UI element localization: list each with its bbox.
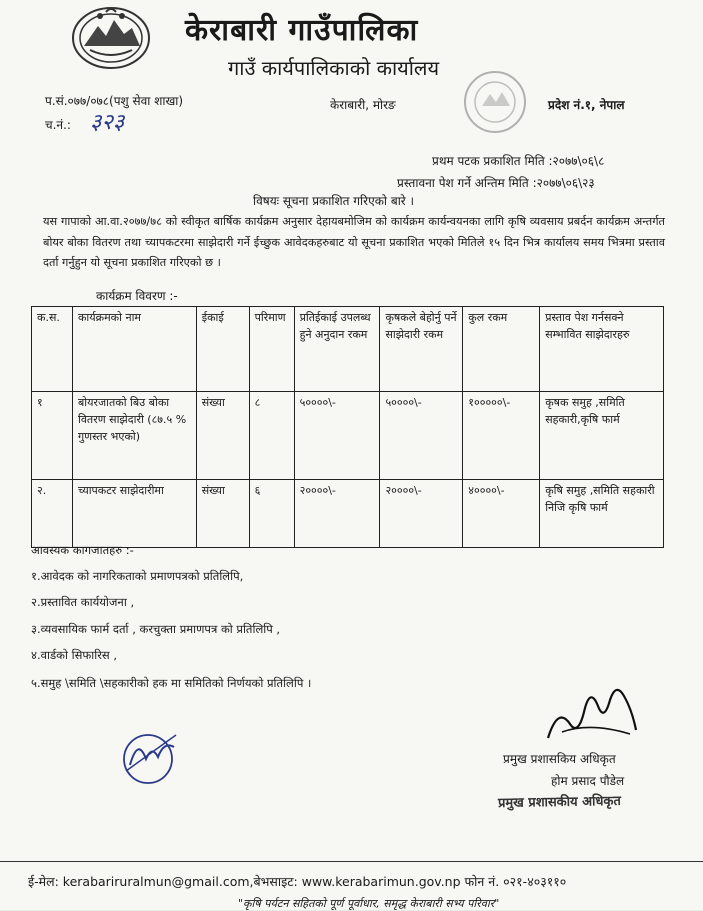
- cell-serial: १: [32, 392, 73, 480]
- cell-total-amount: १०००००\-: [463, 392, 540, 480]
- cell-total-amount: ४००००\-: [463, 480, 540, 548]
- header-quantity: परिमाण: [249, 307, 294, 392]
- dispatch-number: ३२३: [90, 110, 125, 135]
- cell-potential-partners: कृषक समुह ,समिति सहकारी,कृषि फार्म: [540, 392, 664, 480]
- first-published-date: प्रथम पटक प्रकाशित मिति :२०७७\०६\८: [432, 154, 605, 168]
- nepal-emblem-icon: [70, 4, 152, 70]
- signatory-name: होम प्रसाद पौडेल: [551, 774, 625, 788]
- header-unit: ईकाई: [196, 307, 249, 392]
- cell-farmer-share: २००००\-: [380, 480, 463, 548]
- office-subtitle: गाउँ कार्यपालिकाको कार्यालय: [228, 56, 440, 80]
- requirement-item: १.आवेदक को नागरिकताको प्रमाणपत्रको प्रतिलिपि,: [31, 569, 244, 583]
- cell-farmer-share: ५००००\-: [380, 392, 463, 480]
- dispatch-label: च.नं.:: [45, 118, 71, 132]
- cell-unit: संख्या: [196, 480, 249, 548]
- notice-body: यस गापाको आ.वा.२०७७/७८ को स्वीकृत बार्षिक कार्यक्रम अनुसार देहायबमोजिम को कार्यक्रम कार्यन्वयनका लागि कृषि व्यवसाय प्रबर्दन कार्यक्रम अन्तर्गत बोयर बोका वितरण तथा च्यापकटरमा साझेदारी गर्ने ईच्छुक आवेदकहरुबाट यो सूचना प्रकाशित भएको मितिले १५ दिन भित्र कार्यालय समय भित्रमा प्रस्ताव दर्ता गर्नुहुन यो सूचना प्रकाशित गरिएको छ ।: [43, 215, 665, 269]
- province-label: प्रदेश नं.१, नेपाल: [548, 98, 625, 112]
- header-potential-partners: प्रस्ताव पेश गर्नसक्ने सम्भावित साझेदारहरु: [540, 307, 664, 392]
- signatory-stamp-text: प्रमुख प्रशासकीय अधिकृत: [497, 793, 621, 812]
- office-location: केराबारी, मोरङ: [330, 98, 396, 112]
- office-title: केराबारी गाउँपालिका: [185, 13, 419, 48]
- cell-quantity: ६: [249, 480, 294, 548]
- footer-divider: [0, 861, 703, 862]
- requirement-item: ४.वार्डको सिफारिस ,: [31, 648, 117, 662]
- cell-program-name: बोयरजातको बिउ बोका वितरण साझेदारी (८७.५ % गुणस्तर भएको): [72, 392, 196, 480]
- footer-tagline: "कृषि पर्यटन सहितको पूर्ण पूर्वाधार, समृद्ध केराबारी सभ्य परिवार": [238, 897, 500, 910]
- header-grant-per-unit: प्रतिईकाई उपलब्ध हुने अनुदान रकम: [294, 307, 380, 392]
- requirements-title: आवस्यक कागजातहरु :-: [31, 543, 134, 557]
- cell-grant-per-unit: २००००\-: [294, 480, 380, 548]
- last-submission-date: प्रस्तावना पेश गर्ने अन्तिम मिति :२०७७\०६\२३: [397, 176, 595, 190]
- cell-program-name: च्यापकटर साझेदारीमा: [72, 480, 196, 548]
- requirement-item: ५.समुह \समिति \सहकारीको हक मा समितिको निर्णयको प्रतिलिपि ।: [31, 676, 312, 690]
- reference-number: प.सं.०७७/०७८(पशु सेवा शाखा): [45, 94, 184, 108]
- office-seal-stamp-icon: [460, 66, 530, 138]
- cell-serial: २.: [32, 480, 73, 548]
- header-total-amount: कुल रकम: [463, 307, 540, 392]
- cell-grant-per-unit: ५००००\-: [294, 392, 380, 480]
- requirement-item: ३.व्यवसायिक फार्म दर्ता , करचुक्ता प्रमाणपत्र को प्रतिलिपि ,: [31, 622, 281, 636]
- cell-quantity: ८: [249, 392, 294, 480]
- header-farmer-share: कृषकले बेहोर्नु पर्ने साझेदारी रकम: [380, 307, 463, 392]
- cell-unit: संख्या: [196, 392, 249, 480]
- signature-icon: [540, 676, 640, 746]
- subject-line: विषयः सूचना प्रकाशित गरिएको बारे ।: [253, 194, 415, 208]
- header-serial: क.स.: [32, 307, 73, 392]
- initials-stamp-icon: [118, 727, 182, 787]
- footer-contact: ई-मेल: kerabariruralmun@gmail.com,बेभसाइट: www.kerabarimun.gov.np फोन नं. ०२१-४०३११०: [28, 874, 567, 889]
- table-header-row: [32, 307, 664, 392]
- header-program-name: कार्यक्रमको नाम: [72, 307, 196, 392]
- program-details-label: कार्यक्रम विवरण :-: [96, 289, 178, 303]
- table-row: [32, 392, 664, 480]
- table-row: [32, 480, 664, 548]
- cell-potential-partners: कृषि समुह ,समिति सहकारी निजि कृषि फार्म: [540, 480, 664, 548]
- program-table: [31, 306, 664, 548]
- requirement-item: २.प्रस्तावित कार्ययोजना ,: [31, 595, 135, 609]
- signatory-designation: प्रमुख प्रशासकिय अधिकृत: [503, 752, 616, 766]
